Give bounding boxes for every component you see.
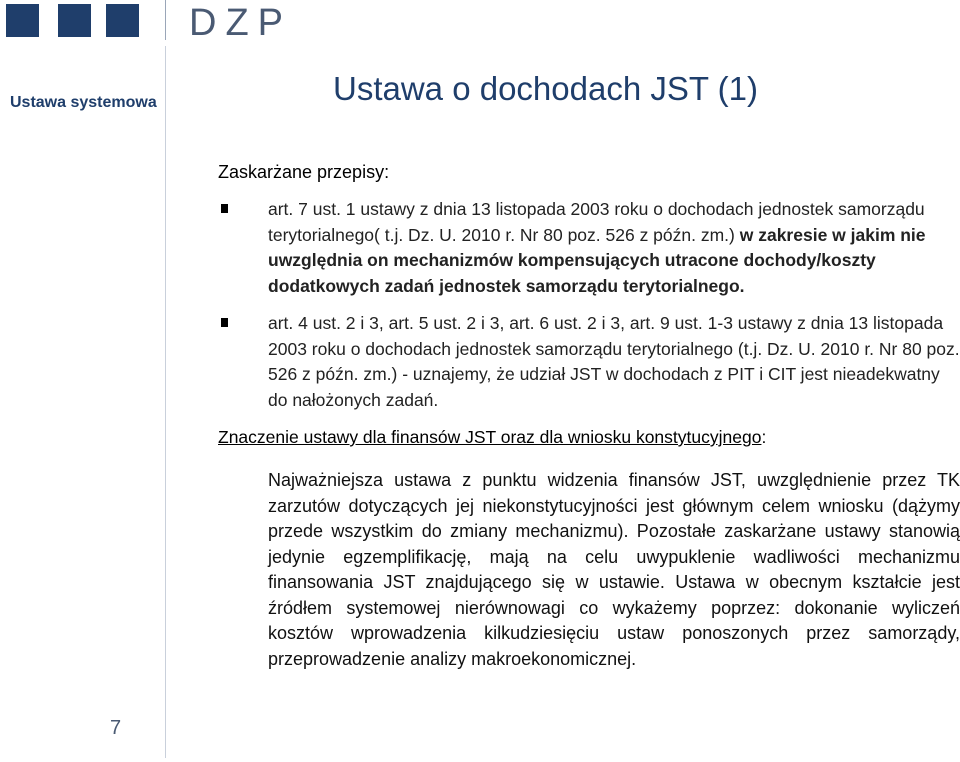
sidebar-divider — [165, 46, 166, 758]
logo-square-3 — [106, 4, 139, 37]
section2-heading — [218, 425, 960, 450]
logo-square-1 — [6, 4, 39, 37]
header-divider — [165, 0, 166, 40]
bullet-text: art. 4 ust. 2 i 3, art. 5 ust. 2 i 3, art. 6 ust. 2 i 3, art. 9 ust. 1-3 ustawy z dnia 13 listopada 2003 roku o dochodach jednostek samorządu terytorialnego (t.j. Dz. U. 2010 r. Nr 80 poz. 526 z późn. zm.) - uznajemy, że udział JST w dochodach z PIT i CIT jest nieadekwatny do nałożonych zadań. — [268, 313, 960, 410]
dzp-logo: DZP — [189, 2, 292, 44]
section2-heading-suffix: : — [761, 427, 767, 447]
section2-heading-text: Znaczenie ustawy dla finansów JST oraz dla wniosku konstytucyjnego — [218, 427, 762, 447]
bullet-item — [218, 197, 960, 299]
bullet-item — [218, 311, 960, 413]
bullet-text: art. 7 ust. 1 ustawy z dnia 13 listopada 2003 roku o dochodach jednostek samorządu terytorialnego( t.j. Dz. U. 2010 r. Nr 80 poz. 526 z późn. zm.) — [268, 199, 925, 245]
sidebar-label: Ustawa systemowa — [10, 94, 157, 111]
section2-paragraph: Najważniejsza ustawa z punktu widzenia finansów JST, uwzględnienie przez TK zarzutów dotyczących jej niekonstytucyjności jest głównym celem wniosku (dążymy przede wszystkim do zmiany mechanizmu). Pozostałe zaskarżane ustawy stanowią jedynie egzemplifikację, mają na celu uwypuklenie wadliwości mechanizmu finansowania JST znajdującego się w ustawie. Ustawa w obecnym kształcie jest źródłem systemowej nierównowagi co wykażemy poprzez: dokonanie wyliczeń kosztów wprowadzenia kilkudziesięciu ustaw ponoszonych przez samorządy, przeprowadzenie analizy makroekonomicznej. — [268, 470, 960, 669]
slide-title: Ustawa o dochodach JST (1) — [333, 70, 758, 107]
logo-square-2 — [58, 4, 91, 37]
page-number: 7 — [110, 717, 122, 739]
bullet-list — [218, 197, 960, 413]
slide-content — [218, 160, 960, 672]
section1-heading: Zaskarżane przepisy: — [218, 162, 390, 182]
bullet-bold-text: w zakresie w jakim nie uwzględnia on mechanizmów kompensujących utracone dochody/koszty dodatkowych zadań jednostek samorządu terytorialnego. — [268, 224, 926, 296]
